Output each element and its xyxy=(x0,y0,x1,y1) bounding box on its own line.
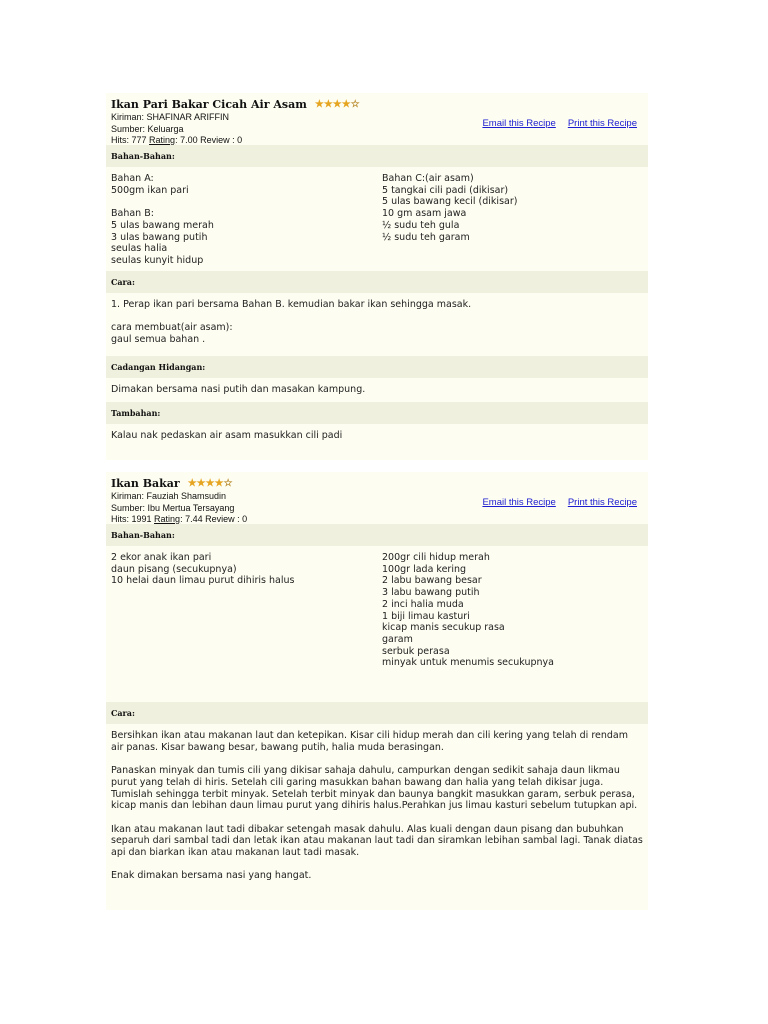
star-filled-icon: ★ xyxy=(332,99,342,110)
star-filled-icon: ★ xyxy=(341,99,351,110)
ingredients-section xyxy=(106,167,648,271)
ingredients-section xyxy=(106,546,648,702)
review-count: Review : 0 xyxy=(205,514,248,524)
ingredient-line: 3 labu bawang putih xyxy=(382,587,480,599)
method-paragraph: Bersihkan ikan atau makanan laut dan ketepikan. Kisar cili hidup merah dan cili kering yang telah di rendam air panas. Kisar bawang besar, bawang putih, halia muda berasingan. xyxy=(111,730,628,753)
ingredient-line: 1 biji limau kasturi xyxy=(382,610,470,622)
ingredient-line: garam xyxy=(382,633,413,645)
ingredient-line: 500gm ikan pari xyxy=(111,184,189,196)
ingredient-line: ½ sudu teh gula xyxy=(382,219,460,231)
source: Sumber: Ibu Mertua Tersayang xyxy=(111,502,235,513)
recipe-title: Ikan Bakar xyxy=(111,477,180,490)
section-header-cadangan: Cadangan Hidangan: xyxy=(106,356,648,378)
star-filled-icon: ★ xyxy=(187,478,197,489)
method-paragraph: Ikan atau makanan laut tadi dibakar setengah masak dahulu. Alas kuali dengan daun pisang dan bubuhkan separuh dari sambal tadi dan letak ikan atau makanan laut tadi dan siramkan lebihan sambal lagi. Tanak diatas api dan biarkan ikan atau makanan laut tadi masak. xyxy=(111,823,643,858)
ingredient-line: kicap manis secukup rasa xyxy=(382,622,505,634)
ingredients-right xyxy=(382,173,642,265)
notes-text: Kalau nak pedaskan air asam masukkan cili padi xyxy=(111,430,343,441)
recipe-header xyxy=(106,472,648,524)
ingredient-line: seulas kunyit hidup xyxy=(111,254,204,266)
ingredient-line xyxy=(111,196,382,208)
ingredient-line: 5 ulas bawang kecil (dikisar) xyxy=(382,196,518,208)
method-section xyxy=(106,724,648,910)
ingredient-line: 5 ulas bawang merah xyxy=(111,219,214,231)
star-filled-icon: ★ xyxy=(205,478,215,489)
section-header-bahan: Bahan-Bahan: xyxy=(106,524,648,546)
recipe-title: Ikan Pari Bakar Cicah Air Asam xyxy=(111,98,307,111)
recipe-card xyxy=(106,472,648,910)
ingredient-line: seulas halia xyxy=(111,243,168,255)
method-paragraph: Enak dimakan bersama nasi yang hangat. xyxy=(111,870,312,882)
section-header-tambahan: Tambahan: xyxy=(106,402,648,424)
submitter: Kiriman: Fauziah Shamsudin xyxy=(111,491,227,501)
section-header-bahan: Bahan-Bahan: xyxy=(106,145,648,167)
recipe-title-row xyxy=(111,98,643,112)
print-recipe-link[interactable]: Print this Recipe xyxy=(567,118,637,129)
ingredient-line: 2 ekor anak ikan pari xyxy=(111,552,212,563)
section-header-cara: Cara: xyxy=(106,702,648,724)
method-paragraph: cara membuat(air asam): gaul semua bahan . xyxy=(111,322,233,346)
review-count: Review : 0 xyxy=(200,135,243,145)
star-filled-icon: ★ xyxy=(323,99,333,110)
submitter: Kiriman: SHAFINAR ARIFFIN xyxy=(111,112,230,122)
rating-link[interactable]: Rating xyxy=(154,514,181,524)
rating-stars-icon xyxy=(188,479,233,489)
rating-value: : 7.44 xyxy=(180,514,203,524)
ingredient-line: minyak untuk menumis secukupnya xyxy=(382,657,554,669)
ingredient-line: Bahan B: xyxy=(111,208,154,220)
star-filled-icon: ★ xyxy=(314,99,324,110)
hits-count: Hits: 1991 xyxy=(111,514,152,524)
recipe-title-row xyxy=(111,477,643,491)
ingredient-line: 3 ulas bawang putih xyxy=(111,231,208,243)
rating-link[interactable]: Rating xyxy=(149,135,176,145)
hits-count: Hits: 777 xyxy=(111,135,147,145)
recipe-actions xyxy=(482,118,637,129)
rating-stars-icon xyxy=(315,100,360,110)
ingredient-line: 2 inci halia muda xyxy=(382,598,464,610)
ingredient-line: 100gr lada kering xyxy=(382,563,467,575)
ingredient-line: serbuk perasa xyxy=(382,645,450,657)
email-recipe-link[interactable]: Email this Recipe xyxy=(482,497,556,508)
ingredient-line: 10 gm asam jawa xyxy=(382,208,467,220)
email-recipe-link[interactable]: Email this Recipe xyxy=(482,118,556,129)
method-section xyxy=(106,293,648,356)
section-header-cara: Cara: xyxy=(106,271,648,293)
ingredients-right xyxy=(382,552,642,696)
ingredients-left xyxy=(111,552,382,696)
ingredient-line: 200gr cili hidup merah xyxy=(382,552,490,563)
star-empty-icon: ☆ xyxy=(350,99,360,110)
recipe-card xyxy=(106,93,648,460)
print-recipe-link[interactable]: Print this Recipe xyxy=(567,497,637,508)
recipe-header xyxy=(106,93,648,145)
ingredient-line: ½ sudu teh garam xyxy=(382,231,470,243)
ingredient-line: 5 tangkai cili padi (dikisar) xyxy=(382,184,509,196)
rating-value: : 7.00 xyxy=(175,135,198,145)
method-paragraph: Panaskan minyak dan tumis cili yang dikisar sahaja dahulu, campurkan dengan sedikit sahaja daun likmau purut yang telah di hiris. Setelah cili garing masukkan bahan bawang dan halia yang telah dikisar juga. Tumislah sehingga terbit minyak. Setelah terbit minyak dan baunya bangkit masukkan garam, serbuk perasa, kicap manis dan lebihan daun limau purut yang dihiris halus.Perahkan jus limau kasturi sebelum tutupkan api. xyxy=(111,765,638,812)
serving-suggestion-text: Dimakan bersama nasi putih dan masakan kampung. xyxy=(111,384,366,395)
ingredient-line: 2 labu bawang besar xyxy=(382,575,482,587)
ingredients-left xyxy=(111,173,382,265)
recipe-actions xyxy=(482,497,637,508)
ingredient-line: 10 helai daun limau purut dihiris halus xyxy=(111,575,295,587)
ingredient-line: Bahan A: xyxy=(111,173,154,184)
star-filled-icon: ★ xyxy=(214,478,224,489)
serving-suggestion-section xyxy=(106,378,648,402)
star-empty-icon: ☆ xyxy=(223,478,233,489)
method-paragraph: 1. Perap ikan pari bersama Bahan B. kemudian bakar ikan sehingga masak. xyxy=(111,299,472,310)
star-filled-icon: ★ xyxy=(196,478,206,489)
stats-line xyxy=(111,514,643,526)
stats-line xyxy=(111,135,643,147)
notes-section xyxy=(106,424,648,448)
ingredient-line: daun pisang (secukupnya) xyxy=(111,563,237,575)
ingredient-line: Bahan C:(air asam) xyxy=(382,173,474,184)
source: Sumber: Keluarga xyxy=(111,123,184,134)
